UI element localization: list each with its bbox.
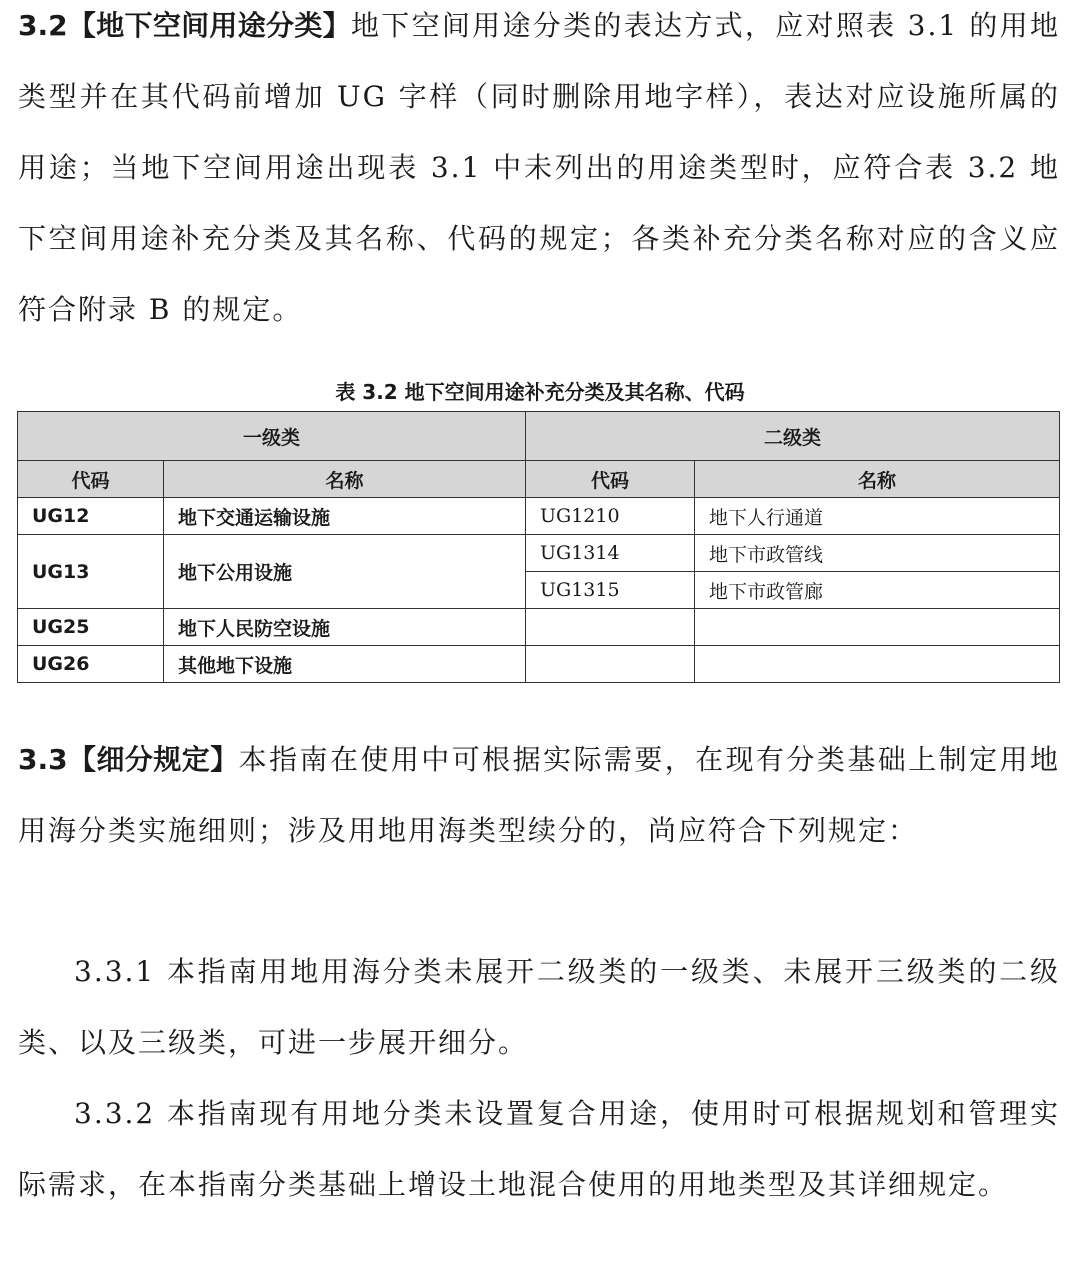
section-3-3-paragraph — [18, 724, 1060, 866]
level2-name-empty — [695, 609, 1060, 646]
level2-code: UG1210 — [526, 498, 695, 535]
table-row — [18, 535, 1060, 572]
level2-code-empty — [526, 609, 695, 646]
level1-code: UG13 — [18, 535, 164, 609]
header-code-l1: 代码 — [18, 461, 164, 498]
level2-code: UG1315 — [526, 572, 695, 609]
level2-code-empty — [526, 646, 695, 683]
table-header-row — [18, 412, 1060, 461]
level1-name: 其他地下设施 — [164, 646, 526, 683]
level1-code: UG12 — [18, 498, 164, 535]
level1-name: 地下交通运输设施 — [164, 498, 526, 535]
table-row — [18, 609, 1060, 646]
table-row — [18, 498, 1060, 535]
clause-3-3-1: 3.3.1 本指南用地用海分类未展开二级类的一级类、未展开三级类的二级类、以及三级类，可进一步展开细分。 — [18, 955, 1060, 1059]
level2-name-empty — [695, 646, 1060, 683]
classification-table — [17, 411, 1060, 683]
table-caption: 表 3.2 地下空间用途补充分类及其名称、代码 — [335, 380, 745, 404]
clause-3-3-2: 3.3.2 本指南现有用地分类未设置复合用途，使用时可根据规划和管理实际需求，在本指南分类基础上增设土地混合使用的用地类型及其详细规定。 — [18, 1097, 1060, 1201]
level2-name: 地下市政管廊 — [695, 572, 1060, 609]
section-3-2-body: 地下空间用途分类的表达方式，应对照表 3.1 的用地类型并在其代码前增加 UG 字样（同时删除用地字样），表达对应设施所属的用途；当地下空间用途出现表 3.1 中未列出的用途类型时，应符合表 3.2 地下空间用途补充分类及其名称、代码的规定；各类补充分类名称对应的含义应符合附录 B 的规定。 — [18, 9, 1060, 326]
level1-name: 地下公用设施 — [164, 535, 526, 609]
section-3-3-body: 本指南在使用中可根据实际需要，在现有分类基础上制定用地用海分类实施细则；涉及用地用海类型续分的，尚应符合下列规定： — [18, 743, 1060, 847]
section-3-2-paragraph — [18, 0, 1060, 345]
level2-name: 地下人行通道 — [695, 498, 1060, 535]
section-3-2-number: 3.2 — [18, 9, 68, 42]
header-level1: 一级类 — [18, 412, 526, 461]
level1-name: 地下人民防空设施 — [164, 609, 526, 646]
table-subheader-row — [18, 461, 1060, 498]
level1-code: UG25 — [18, 609, 164, 646]
header-name-l1: 名称 — [164, 461, 526, 498]
section-3-3-heading: 【细分规定】 — [67, 743, 239, 776]
header-level2: 二级类 — [526, 412, 1060, 461]
section-3-3-number: 3.3 — [18, 743, 68, 776]
table-row — [18, 646, 1060, 683]
level2-name: 地下市政管线 — [695, 535, 1060, 572]
header-name-l2: 名称 — [695, 461, 1060, 498]
section-3-2-heading: 【地下空间用途分类】 — [67, 9, 351, 42]
header-code-l2: 代码 — [526, 461, 695, 498]
level2-code: UG1314 — [526, 535, 695, 572]
level1-code: UG26 — [18, 646, 164, 683]
